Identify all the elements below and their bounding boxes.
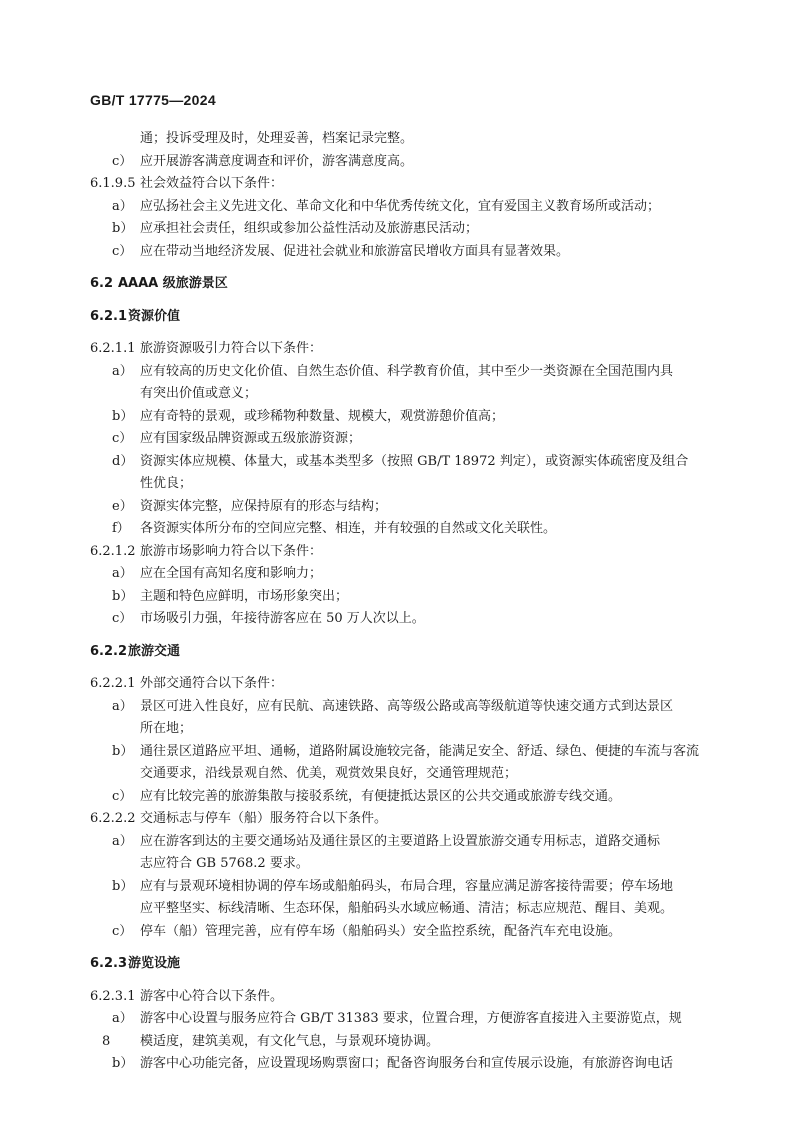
line-text: 游览设施 xyxy=(128,956,181,971)
line-number: c） xyxy=(112,243,133,259)
list-item xyxy=(0,741,794,764)
list-item xyxy=(0,831,794,854)
continuation-line xyxy=(0,718,794,741)
list-item xyxy=(0,786,794,809)
list-item xyxy=(0,406,794,429)
line-text: 应有国家级品牌资源或五级旅游资源； xyxy=(140,431,362,446)
spacer xyxy=(0,631,794,641)
line-text: 游客中心功能完备，应设置现场购票窗口；配备咨询服务台和宣传展示设施，有旅游咨询电话 xyxy=(140,1056,674,1071)
line-number: b） xyxy=(112,1056,134,1071)
line-number: d） xyxy=(112,453,134,469)
line-text: 旅游市场影响力符合以下条件： xyxy=(140,543,323,559)
line-text: 所在地； xyxy=(140,721,193,736)
line-number: 6.2.1 xyxy=(90,308,128,324)
list-item xyxy=(0,218,794,241)
line-text: 资源实体完整，应保持原有的形态与结构； xyxy=(140,498,388,514)
line-text: 旅游资源吸引力符合以下条件： xyxy=(140,341,323,356)
list-item xyxy=(0,563,794,586)
line-text: 主题和特色应鲜明，市场形象突出； xyxy=(140,588,349,604)
spacer xyxy=(0,976,794,986)
list-item xyxy=(0,196,794,219)
line-number: a） xyxy=(112,1011,133,1026)
section-heading xyxy=(0,953,794,976)
continuation-line xyxy=(0,763,794,786)
line-text: 市场吸引力强，年接待游客应在 50 万人次以上。 xyxy=(140,611,425,626)
line-number: c） xyxy=(112,153,133,169)
line-text: 应在全国有高知名度和影响力； xyxy=(140,566,323,581)
clause-line xyxy=(0,338,794,361)
continuation-line xyxy=(0,473,794,496)
line-number: 6.2.1.2 xyxy=(90,543,136,559)
line-number: 6.2.3.1 xyxy=(90,988,136,1004)
list-item xyxy=(0,451,794,474)
line-text: 应平整坚实、标线清晰、生态环保，船舶码头水域应畅通、清洁；标志应规范、醒目、美观。 xyxy=(140,901,674,916)
list-item xyxy=(0,696,794,719)
line-text: 停车（船）管理完善，应有停车场（船舶码头）安全监控系统，配备汽车充电设施。 xyxy=(140,923,622,939)
page-number: 8 xyxy=(102,1034,111,1049)
line-text: 外部交通符合以下条件： xyxy=(140,676,284,691)
line-number: 6.2.2 xyxy=(90,643,128,659)
list-item xyxy=(0,361,794,384)
line-text: 有突出价值或意义； xyxy=(140,386,258,401)
line-text: 各资源实体所分布的空间应完整、相连，并有较强的自然或文化关联性。 xyxy=(140,521,557,536)
line-number: a） xyxy=(112,698,133,714)
list-item xyxy=(0,496,794,519)
line-text: AAAA 级旅游景区 xyxy=(118,276,228,291)
line-text: 旅游交通 xyxy=(128,643,181,659)
line-text: 应有奇特的景观，或珍稀物种数量、规模大，观赏游憩价值高； xyxy=(140,408,505,424)
line-text: 性优良； xyxy=(140,476,193,491)
line-number: b） xyxy=(112,221,134,236)
line-text: 社会效益符合以下条件： xyxy=(140,176,284,191)
line-number: c） xyxy=(112,431,133,446)
list-item xyxy=(0,151,794,174)
line-text: 模适度，建筑美观，有文化气息，与景观环境协调。 xyxy=(140,1033,440,1049)
clause-line xyxy=(0,541,794,564)
line-number: b） xyxy=(112,588,134,604)
clause-line xyxy=(0,173,794,196)
continuation-line xyxy=(0,1031,794,1054)
continuation-line xyxy=(0,128,794,151)
line-number: c） xyxy=(112,788,133,804)
spacer xyxy=(0,263,794,273)
line-text: 应在带动当地经济发展、促进社会就业和旅游富民增收方面具有显著效果。 xyxy=(140,243,570,259)
list-item xyxy=(0,876,794,899)
line-text: 景区可进入性良好，应有民航、高速铁路、高等级公路或高等级航道等快速交通方式到达景区 xyxy=(140,698,674,714)
list-item xyxy=(0,608,794,631)
line-text: 应有比较完善的旅游集散与接驳系统，有便捷抵达景区的公共交通或旅游专线交通。 xyxy=(140,788,622,804)
line-number: 6.2.2.2 xyxy=(90,811,136,826)
clause-line xyxy=(0,673,794,696)
line-text: 应在游客到达的主要交通场站及通往景区的主要道路上设置旅游交通专用标志，道路交通标 xyxy=(140,833,661,849)
line-number: 6.2.1.1 xyxy=(90,341,136,356)
list-item xyxy=(0,518,794,541)
section-heading xyxy=(0,273,794,296)
continuation-line xyxy=(0,853,794,876)
line-number: a） xyxy=(112,833,133,849)
line-text: 游客中心设置与服务应符合 GB/T 31383 要求，位置合理，方便游客直接进入主要游览点，规 xyxy=(140,1011,682,1026)
continuation-line xyxy=(0,383,794,406)
line-text: 应有与景观环境相协调的停车场或船舶码头，布局合理，容量应满足游客接待需要；停车场地 xyxy=(140,878,674,894)
line-text: 游客中心符合以下条件。 xyxy=(140,988,284,1004)
line-number: 6.1.9.5 xyxy=(90,176,136,191)
continuation-line xyxy=(0,898,794,921)
line-number: b） xyxy=(112,408,134,424)
line-text: 资源实体应规模、体量大，或基本类型多（按照 GB/T 18972 判定），或资源实体疏密度及组合 xyxy=(140,453,689,469)
line-number: b） xyxy=(112,878,134,894)
line-text: 交通标志与停车（船）服务符合以下条件。 xyxy=(140,811,388,826)
line-number: c） xyxy=(112,611,133,626)
line-text: 应开展游客满意度调查和评价，游客满意度高。 xyxy=(140,153,414,169)
list-item xyxy=(0,586,794,609)
line-text: 交通要求，沿线景观自然、优美，观赏效果良好，交通管理规范； xyxy=(140,766,518,781)
line-text: 志应符合 GB 5768.2 要求。 xyxy=(140,856,309,871)
list-item xyxy=(0,921,794,944)
line-text: 应弘扬社会主义先进文化、革命文化和中华优秀传统文化，宜有爱国主义教育场所或活动； xyxy=(140,198,661,214)
section-heading xyxy=(0,306,794,329)
list-item xyxy=(0,241,794,264)
line-number: a） xyxy=(112,566,133,581)
document-header-standard-id: GB/T 17775—2024 xyxy=(90,92,216,108)
line-text: 应承担社会责任，组织或参加公益性活动及旅游惠民活动； xyxy=(140,221,479,236)
line-number: b） xyxy=(112,743,134,759)
line-text: 通；投诉受理及时，处理妥善，档案记录完整。 xyxy=(140,131,414,146)
line-number: a） xyxy=(112,198,133,214)
line-number: 6.2.2.1 xyxy=(90,676,136,691)
document-body xyxy=(0,128,794,1076)
line-text: 应有较高的历史文化价值、自然生态价值、科学教育价值，其中至少一类资源在全国范围内具 xyxy=(140,363,674,379)
spacer xyxy=(0,328,794,338)
clause-line xyxy=(0,808,794,831)
line-number: e） xyxy=(112,498,133,514)
line-number: f） xyxy=(112,521,130,536)
spacer xyxy=(0,943,794,953)
line-text: 资源价值 xyxy=(128,308,181,324)
clause-line xyxy=(0,986,794,1009)
list-item xyxy=(0,1053,794,1076)
spacer xyxy=(0,663,794,673)
list-item xyxy=(0,428,794,451)
section-heading xyxy=(0,641,794,664)
line-number: a） xyxy=(112,363,133,379)
spacer xyxy=(0,296,794,306)
line-text: 通往景区道路应平坦、通畅，道路附属设施较完备，能满足安全、舒适、绿色、便捷的车流与客流 xyxy=(140,743,700,759)
list-item xyxy=(0,1008,794,1031)
line-number: 6.2.3 xyxy=(90,956,128,971)
line-number: 6.2 xyxy=(90,276,114,291)
line-number: c） xyxy=(112,923,133,939)
